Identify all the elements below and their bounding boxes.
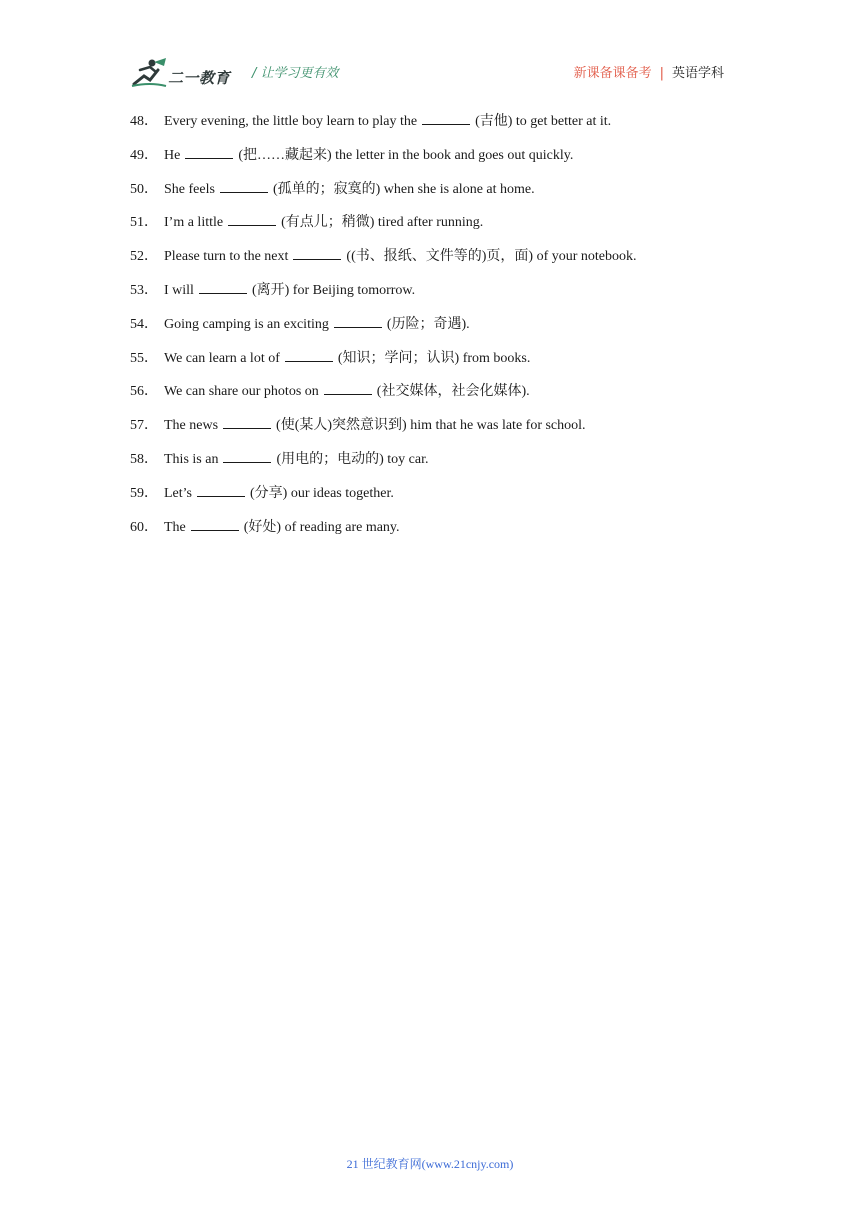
- question-text-before: He: [164, 147, 181, 163]
- question-text-after: (历险；奇遇).: [386, 316, 470, 332]
- question-item: [130, 484, 750, 518]
- question-text-after: (知识；学问；认识) from books.: [337, 350, 531, 366]
- question-number: 50．: [130, 181, 158, 197]
- question-list: [130, 112, 750, 551]
- question-item: [130, 281, 750, 315]
- question-text-after: (好处) of reading are many.: [243, 519, 400, 535]
- answer-blank: [223, 416, 271, 429]
- question-number: 56．: [130, 384, 158, 400]
- question-text-before: I will: [164, 282, 194, 298]
- question-number: 55．: [130, 350, 158, 366]
- logo: [130, 56, 238, 90]
- question-item: [130, 416, 750, 450]
- question-text-before: We can learn a lot of: [164, 350, 280, 366]
- question-text-after: (社交媒体，社会化媒体).: [376, 384, 530, 400]
- question-item: [130, 518, 750, 552]
- answer-blank: [191, 518, 239, 531]
- answer-blank: [223, 450, 271, 463]
- running-man-logo-icon: [130, 56, 170, 90]
- question-item: [130, 315, 750, 349]
- question-text-after: (分享) our ideas together.: [250, 485, 394, 501]
- subject-label: 英语学科: [671, 66, 724, 81]
- question-text-before: The: [164, 519, 186, 535]
- question-number: 52．: [130, 249, 158, 265]
- answer-blank: [199, 281, 247, 294]
- question-text-after: (把……藏起来) the letter in the book and goes out quickly.: [238, 147, 574, 163]
- question-text-after: (离开) for Beijing tomorrow.: [251, 282, 416, 298]
- question-number: 49．: [130, 147, 158, 163]
- question-text-before: The news: [164, 418, 219, 434]
- answer-blank: [197, 484, 245, 497]
- answer-blank: [220, 180, 268, 193]
- question-text-before: Every evening, the little boy learn to play the: [164, 114, 418, 129]
- question-text-before: We can share our photos on: [164, 384, 319, 400]
- question-text-before: Let’s: [164, 485, 192, 501]
- question-item: [130, 450, 750, 484]
- question-text-before: This is an: [164, 451, 219, 467]
- slogan: / 让学习更有效: [252, 66, 339, 81]
- question-text-before: Please turn to the next: [164, 249, 289, 265]
- logo-text: 二一教育: [168, 69, 231, 87]
- question-text-after: (孤单的；寂寞的) when she is alone at home.: [272, 181, 535, 197]
- question-text-after: (用电的；电动的) toy car.: [276, 451, 429, 467]
- question-text-before: Going camping is an exciting: [164, 316, 329, 332]
- question-number: 54．: [130, 316, 158, 332]
- question-item: [130, 382, 750, 416]
- question-text-after: ((书、报纸、文件等的)页，面) of your notebook.: [346, 249, 637, 265]
- question-number: 51．: [130, 215, 158, 231]
- header-divider: |: [659, 66, 664, 81]
- question-item: [130, 247, 750, 281]
- question-text-before: She feels: [164, 181, 215, 197]
- question-number: 53．: [130, 282, 158, 298]
- question-text-after: (吉他) to get better at it.: [475, 114, 612, 129]
- answer-blank: [228, 213, 276, 226]
- answer-blank: [285, 349, 333, 362]
- answer-blank: [422, 112, 470, 125]
- page-header: [130, 52, 730, 92]
- question-item: [130, 349, 750, 383]
- question-text-before: I’m a little: [164, 215, 224, 231]
- header-right: [574, 62, 724, 81]
- tagline: 新课备课备考: [573, 66, 652, 81]
- question-item: [130, 213, 750, 247]
- question-number: 48．: [130, 114, 158, 129]
- question-item: [130, 180, 750, 214]
- question-number: 59．: [130, 485, 158, 501]
- question-text-after: (使(某人)突然意识到) him that he was late for school.: [276, 418, 586, 434]
- question-number: 57．: [130, 418, 158, 434]
- answer-blank: [334, 315, 382, 328]
- page-footer: 21 世纪教育网(www.21cnjy.com): [346, 1157, 514, 1171]
- question-item: [130, 146, 750, 180]
- question-number: 60．: [130, 519, 158, 535]
- question-item: [130, 112, 750, 146]
- answer-blank: [324, 382, 372, 395]
- question-number: 58．: [130, 451, 158, 467]
- answer-blank: [293, 247, 341, 260]
- answer-blank: [185, 146, 233, 159]
- question-text-after: (有点儿；稍微) tired after running.: [281, 215, 484, 231]
